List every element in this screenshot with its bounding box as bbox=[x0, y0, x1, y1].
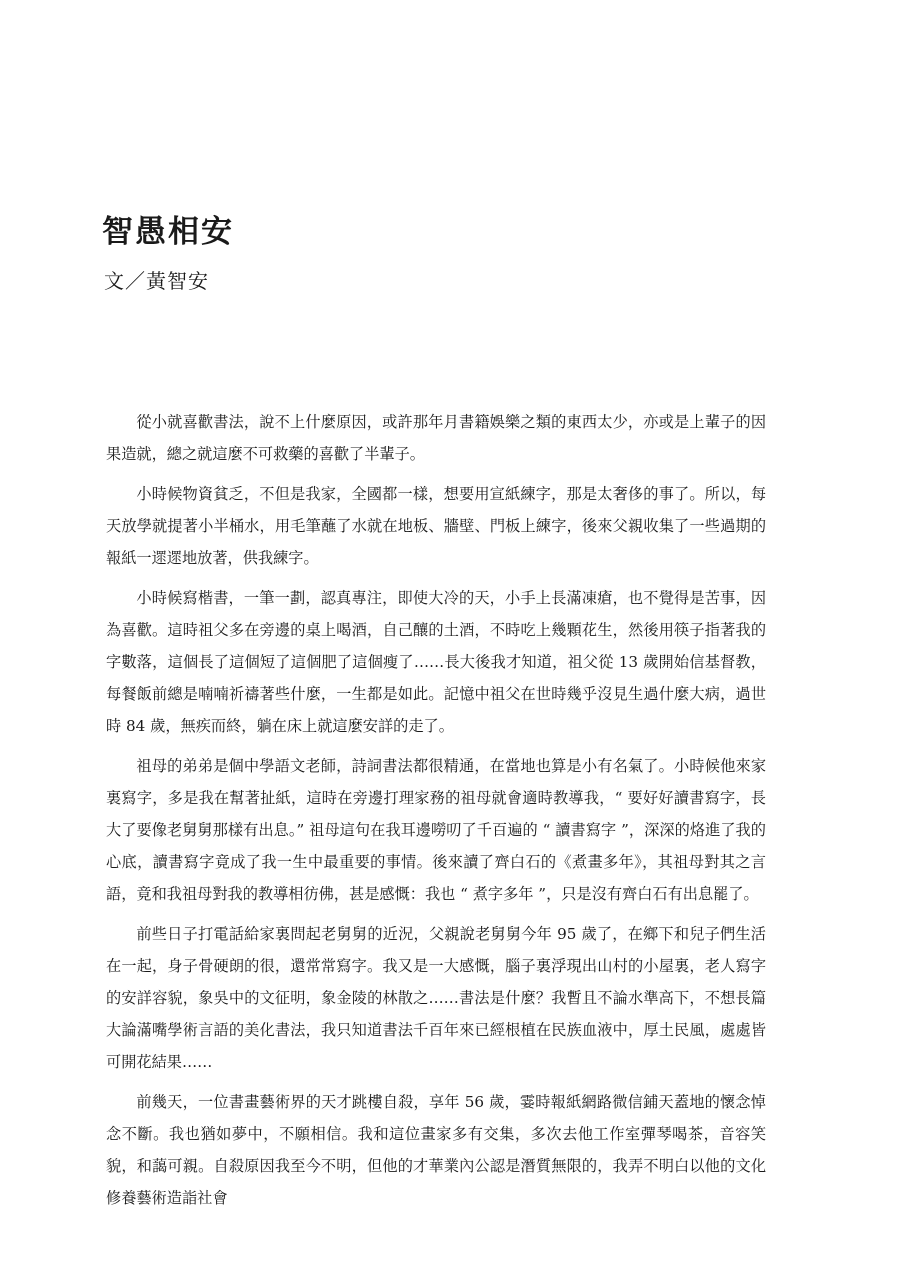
article-byline: 文／黃智安 bbox=[104, 269, 209, 293]
paragraph: 小時候寫楷書，一筆一劃，認真專注，即使大冷的天，小手上長滿凍瘡，也不覺得是苦事，因為喜歡。這時祖父多在旁邊的桌上喝酒，自己釀的土酒，不時吃上幾顆花生，然後用筷子指著我的字數落，這個長了這個短了這個肥了這個瘦了……長大後我才知道，祖父從 13 歲開始信基督教，每餐飯前總是喃喃祈禱著些什麼，一生都是如此。記憶中祖父在世時幾乎沒見生過什麼大病，過世時 84 歲，無疾而終，躺在床上就這麼安詳的走了。 bbox=[106, 589, 766, 735]
paragraph: 從小就喜歡書法，說不上什麼原因，或許那年月書籍娛樂之類的東西太少，亦或是上輩子的因果造就，總之就這麼不可救藥的喜歡了半輩子。 bbox=[106, 413, 766, 463]
paragraph: 祖母的弟弟是個中學語文老師，詩詞書法都很精通，在當地也算是小有名氣了。小時候他來家裏寫字，多是我在幫著扯紙，這時在旁邊打理家務的祖母就會適時教導我，“ 要好好讀書寫字，長大了要像老舅舅那樣有出息。” 祖母這句在我耳邊嘮叨了千百遍的 “ 讀書寫字 ”，深深的烙進了我的心底，讀書寫字竟成了我一生中最重要的事情。後來讀了齊白石的《煮畫多年》，其祖母對其之言語，竟和我祖母對我的教導相彷佛，甚是感慨：我也 “ 煮字多年 ”，只是沒有齊白石有出息罷了。 bbox=[106, 757, 766, 903]
paragraph: 前幾天，一位書畫藝術界的天才跳樓自殺，享年 56 歲，霎時報紙網路微信鋪天蓋地的懷念悼念不斷。我也猶如夢中，不願相信。我和這位畫家多有交集，多次去他工作室彈琴喝茶，音容笑貌，和藹可親。自殺原因我至今不明，但他的才華業內公認是潛質無限的，我弄不明白以他的文化修養藝術造詣社會 bbox=[106, 1093, 766, 1207]
article-body bbox=[106, 406, 766, 1222]
paragraph: 小時候物資貧乏，不但是我家，全國都一樣，想要用宣紙練字，那是太奢侈的事了。所以，每天放學就提著小半桶水，用毛筆蘸了水就在地板、牆壁、門板上練字，後來父親收集了一些過期的報紙一遝遝地放著，供我練字。 bbox=[106, 485, 766, 567]
paragraph: 前些日子打電話給家裏問起老舅舅的近況，父親說老舅舅今年 95 歲了，在鄉下和兒子們生活在一起，身子骨硬朗的很，還常常寫字。我又是一大感慨，腦子裏浮現出山村的小屋裏，老人寫字的安詳容貌，象吳中的文征明，象金陵的林散之……書法是什麼？我暫且不論水準高下，不想長篇大論滿嘴學術言語的美化書法，我只知道書法千百年來已經根植在民族血液中，厚土民風，處處皆可開花結果…… bbox=[106, 925, 766, 1071]
article-title: 智愚相安 bbox=[102, 214, 234, 250]
